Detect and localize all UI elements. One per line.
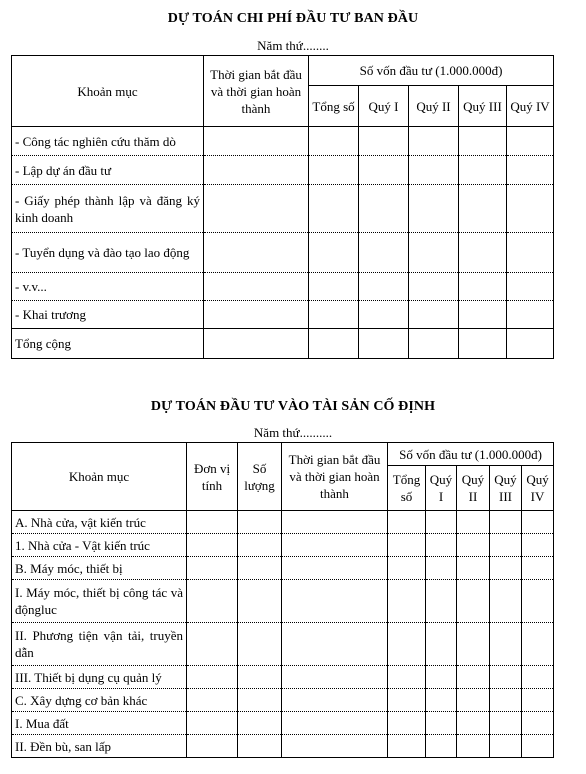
table-row (12, 301, 554, 329)
table-row (12, 273, 554, 301)
s2-row-label: A. Nhà cửa, vật kiến trúc (12, 511, 187, 534)
s2-header-quantity: Số lượng (238, 443, 282, 511)
s1-header-item: Khoản mục (12, 56, 204, 127)
s2-header-item: Khoản mục (12, 443, 187, 511)
section2-year: Năm thứ.......... (253, 425, 333, 440)
s1-header-capital: Số vốn đầu tư (1.000.000đ) (309, 56, 554, 86)
s1-total-label: Tổng cộng (12, 329, 204, 359)
table-row (12, 557, 554, 580)
s1-header-timeframe: Thời gian bắt đầu và thời gian hoàn thành (204, 56, 309, 127)
s1-row-label: - v.v... (12, 273, 204, 301)
table-row (12, 689, 554, 712)
s1-header-q1: Quý I (359, 86, 409, 127)
s2-header-q4: Quý IV (522, 466, 554, 511)
s1-row-label: - Lập dự án đầu tư (12, 156, 204, 185)
section1-year: Năm thứ........ (257, 38, 329, 53)
table-row (12, 185, 554, 233)
s2-header-q3: Quý III (490, 466, 522, 511)
s1-header-q4: Quý IV (507, 86, 554, 127)
s2-row-label: B. Máy móc, thiết bị (12, 557, 187, 580)
s2-row-label: III. Thiết bị dụng cụ quản lý (12, 666, 187, 689)
s1-header-q2: Quý II (409, 86, 459, 127)
s2-header-unit: Đơn vị tính (187, 443, 238, 511)
section1-title: DỰ TOÁN CHI PHÍ ĐẦU TƯ BAN ĐẦU (167, 11, 419, 26)
table-row (12, 735, 554, 758)
s2-header-timeframe: Thời gian bắt đầu và thời gian hoàn thành (282, 443, 388, 511)
table-row (12, 580, 554, 623)
s2-header-q2: Quý II (457, 466, 490, 511)
s2-row-label: II. Phương tiện vận tải, truyền dẫn (12, 623, 187, 666)
table-row (12, 233, 554, 273)
s2-row-label: II. Đền bù, san lấp (12, 735, 187, 758)
s1-row-label: - Giấy phép thành lập và đăng ký kinh doanh (12, 185, 204, 233)
s1-header-q3: Quý III (459, 86, 507, 127)
s2-row-label: I. Mua đất (12, 712, 187, 735)
s1-row-label: - Khai trương (12, 301, 204, 329)
s2-row-label: C. Xây dựng cơ bản khác (12, 689, 187, 712)
s2-row-label: 1. Nhà cửa - Vật kiến trúc (12, 534, 187, 557)
table-row (12, 156, 554, 185)
s2-header-capital: Số vốn đầu tư (1.000.000đ) (388, 443, 554, 466)
table-row-total (12, 329, 554, 359)
s2-header-total: Tổng số (388, 466, 426, 511)
table-row (12, 511, 554, 534)
table-row (12, 712, 554, 735)
table-row (12, 127, 554, 156)
section2-table (11, 442, 554, 758)
section2-title: DỰ TOÁN ĐẦU TƯ VÀO TÀI SẢN CỐ ĐỊNH (150, 399, 436, 414)
s1-row-label: - Tuyển dụng và đào tạo lao động (12, 233, 204, 273)
s1-row-label: - Công tác nghiên cứu thăm dò (12, 127, 204, 156)
s2-row-label: I. Máy móc, thiết bị công tác và độngluc (12, 580, 187, 623)
s2-header-q1: Quý I (426, 466, 457, 511)
s1-header-total: Tổng số (309, 86, 359, 127)
table-row (12, 623, 554, 666)
table-row (12, 666, 554, 689)
section1-table (11, 55, 554, 359)
table-row (12, 534, 554, 557)
